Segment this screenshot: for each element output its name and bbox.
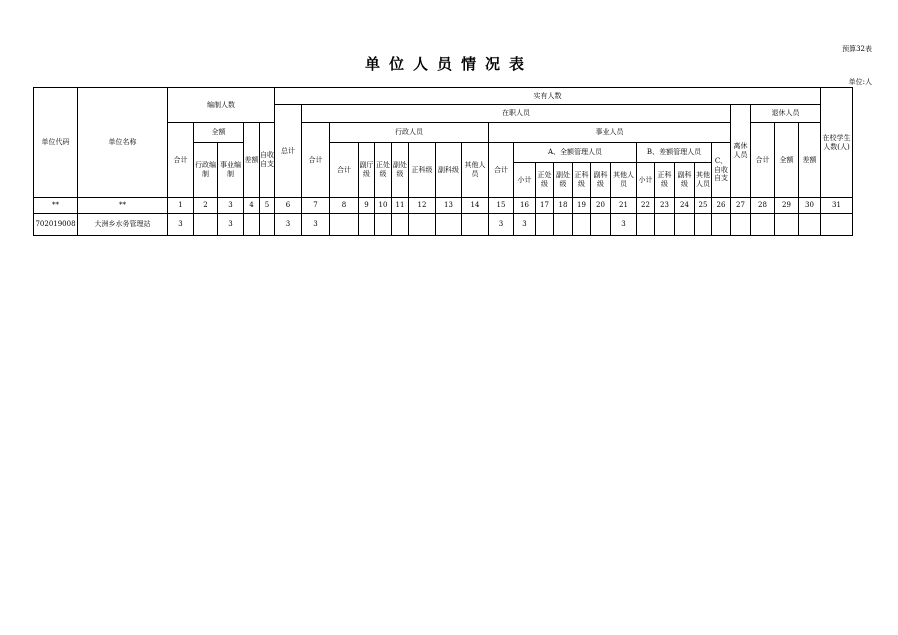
index-cell: 25 (695, 198, 712, 214)
index-cell: 3 (218, 198, 244, 214)
header-c-self-funded: C、自收自支 (712, 143, 731, 198)
form-id: 预算32表 (842, 45, 872, 53)
header-retired-cadres: 离休人员 (731, 105, 751, 198)
value-cell (751, 214, 775, 236)
value-cell: 3 (168, 214, 194, 236)
value-cell (712, 214, 731, 236)
header-b-diff-mgmt: B、差额管理人员 (637, 143, 712, 163)
header-other: 其他人员 (462, 143, 489, 198)
index-row (34, 198, 853, 214)
index-cell: 27 (731, 198, 751, 214)
header-unit-code: 单位代码 (34, 88, 78, 198)
index-cell: 31 (821, 198, 853, 214)
index-cell: 10 (375, 198, 392, 214)
value-cell: 3 (611, 214, 637, 236)
index-cell: 28 (751, 198, 775, 214)
header-staff-admin: 行政编制 (194, 143, 218, 198)
header-inst-staff: 事业人员 (489, 123, 731, 143)
header-a-subtotal: 小计 (514, 163, 536, 198)
header-b-subtotal: 小计 (637, 163, 655, 198)
index-cell: 14 (462, 198, 489, 214)
value-cell (799, 214, 821, 236)
index-cell: 4 (244, 198, 260, 214)
index-cell: 23 (655, 198, 675, 214)
value-cell (194, 214, 218, 236)
value-cell (591, 214, 611, 236)
header-in-service: 在职人员 (302, 105, 731, 123)
index-cell: 20 (591, 198, 611, 214)
header-self-funded: 自收自支 (260, 123, 275, 198)
header-retired: 退休人员 (751, 105, 821, 123)
value-cell (409, 214, 436, 236)
value-cell (392, 214, 409, 236)
index-cell: 13 (436, 198, 462, 214)
table-row (34, 214, 853, 236)
index-cell: 21 (611, 198, 637, 214)
value-cell: 3 (514, 214, 536, 236)
index-cell: 8 (330, 198, 359, 214)
header-unit-name: 单位名称 (78, 88, 168, 198)
index-name-mark: ** (78, 198, 168, 214)
index-cell: 5 (260, 198, 275, 214)
index-cell: 11 (392, 198, 409, 214)
header-retired-total: 合计 (751, 123, 775, 198)
value-cell (655, 214, 675, 236)
header-deputy-bureau: 副厅级 (359, 143, 375, 198)
header-b-deputy-section: 副科级 (675, 163, 695, 198)
header-actual: 实有人数 (275, 88, 821, 105)
header-deputy-section: 副科级 (436, 143, 462, 198)
index-cell: 15 (489, 198, 514, 214)
header-a-deputy-section: 副科级 (591, 163, 611, 198)
value-cell (536, 214, 554, 236)
header-diff-budget: 差额 (244, 123, 260, 198)
index-cell: 1 (168, 198, 194, 214)
value-cell (375, 214, 392, 236)
header-retired-diff: 差额 (799, 123, 821, 198)
value-cell (637, 214, 655, 236)
value-cell (359, 214, 375, 236)
header-section-chief: 正科级 (409, 143, 436, 198)
header-admin-staff: 行政人员 (330, 123, 489, 143)
index-cell: 2 (194, 198, 218, 214)
page-title: 单位人员情况表 (364, 55, 533, 73)
header-staffing: 编制人数 (168, 88, 275, 123)
value-cell (821, 214, 853, 236)
unit-name-cell: 大洲乡水务管理站 (78, 214, 168, 236)
value-cell (675, 214, 695, 236)
value-cell (775, 214, 799, 236)
index-cell: 22 (637, 198, 655, 214)
header-a-other: 其他人员 (611, 163, 637, 198)
value-cell (436, 214, 462, 236)
index-cell: 16 (514, 198, 536, 214)
value-cell (462, 214, 489, 236)
header-b-section-chief: 正科级 (655, 163, 675, 198)
header-full-budget: 全额 (194, 123, 244, 143)
header-inst-total: 合计 (489, 143, 514, 198)
value-cell (260, 214, 275, 236)
index-cell: 9 (359, 198, 375, 214)
index-cell: 17 (536, 198, 554, 214)
header-deputy-director: 副处级 (392, 143, 409, 198)
header-b-other: 其他人员 (695, 163, 712, 198)
header-director-level: 正处级 (375, 143, 392, 198)
value-cell: 3 (275, 214, 302, 236)
header-a-full-mgmt: A、全额管理人员 (514, 143, 637, 163)
index-cell: 26 (712, 198, 731, 214)
value-cell (695, 214, 712, 236)
value-cell: 3 (489, 214, 514, 236)
personnel-table (33, 87, 853, 236)
header-retired-full: 全额 (775, 123, 799, 198)
value-cell (330, 214, 359, 236)
index-cell: 24 (675, 198, 695, 214)
value-cell (731, 214, 751, 236)
value-cell (244, 214, 260, 236)
index-cell: 19 (573, 198, 591, 214)
value-cell: 3 (302, 214, 330, 236)
index-cell: 29 (775, 198, 799, 214)
header-grand-total: 总计 (275, 105, 302, 198)
header-staff-total: 合计 (168, 123, 194, 198)
header-students: 在校学生人数(人) (821, 88, 853, 198)
index-cell: 6 (275, 198, 302, 214)
header-a-director: 正处级 (536, 163, 554, 198)
header-staff-inst: 事业编制 (218, 143, 244, 198)
index-cell: 7 (302, 198, 330, 214)
header-a-section-chief: 正科级 (573, 163, 591, 198)
index-code-mark: ** (34, 198, 78, 214)
header-in-service-total: 合计 (302, 123, 330, 198)
header-a-deputy-director: 副处级 (554, 163, 573, 198)
value-cell (554, 214, 573, 236)
unit-code-cell: 702019008 (34, 214, 78, 236)
index-cell: 30 (799, 198, 821, 214)
value-cell (573, 214, 591, 236)
header-admin-total: 合计 (330, 143, 359, 198)
unit-note: 单位:人 (848, 78, 872, 86)
index-cell: 12 (409, 198, 436, 214)
value-cell: 3 (218, 214, 244, 236)
index-cell: 18 (554, 198, 573, 214)
